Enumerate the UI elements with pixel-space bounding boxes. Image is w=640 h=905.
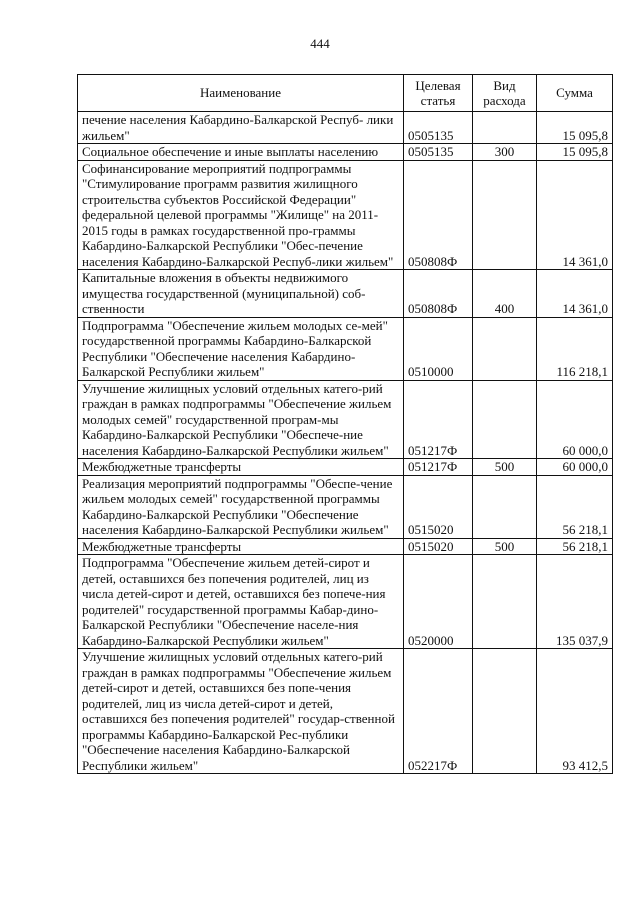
table-row: [78, 380, 613, 459]
row-amount: 15 095,8: [537, 112, 613, 144]
row-article: 052217Ф: [404, 649, 473, 774]
row-type: [473, 475, 537, 538]
row-name: Улучшение жилищных условий отдельных катего-рий граждан в рамках подпрограммы "Обеспечение жильем молодых семей" государственной програм-мы Кабардино-Балкарской Республики "Обеспече-ние населения Кабардино-Балкарской Республики жильем": [78, 380, 404, 459]
page-number: 444: [310, 36, 330, 51]
column-header-type: Вид расхода: [473, 75, 537, 112]
table-row: [78, 538, 613, 555]
header-row: [78, 75, 613, 112]
row-amount: 93 412,5: [537, 649, 613, 774]
budget-table: [77, 74, 613, 774]
row-article: 0515020: [404, 475, 473, 538]
table-row: [78, 112, 613, 144]
row-name: печение населения Кабардино-Балкарской Респуб- лики жильем": [78, 112, 404, 144]
row-type: [473, 380, 537, 459]
row-name: Подпрограмма "Обеспечение жильем детей-сирот и детей, оставшихся без попечения родителей, лиц из числа детей-сирот и детей, оставшихся без попече-ния родителей" государственной программы Кабар-дино-Балкарской Республики "Обеспечение населе-ния Кабардино-Балкарской Республики жильем": [78, 555, 404, 649]
column-header-amount: Сумма: [537, 75, 613, 112]
row-amount: 14 361,0: [537, 160, 613, 270]
column-header-name: Наименование: [78, 75, 404, 112]
row-name: Софинансирование мероприятий подпрограммы "Стимулирование программ развития жилищного строительства субъектов Российской Федерации" федеральной целевой программы "Жилище" на 2011-2015 годы в рамках государственной про-граммы Кабардино-Балкарской Республики "Обес-печение населения Кабардино-Балкарской Респуб-лики жильем": [78, 160, 404, 270]
table-row: [78, 459, 613, 476]
row-type: [473, 160, 537, 270]
row-type: [473, 649, 537, 774]
table-row: [78, 270, 613, 318]
row-type: 300: [473, 144, 537, 161]
row-article: 0515020: [404, 538, 473, 555]
row-article: 050808Ф: [404, 270, 473, 318]
row-article: 0505135: [404, 112, 473, 144]
row-amount: 14 361,0: [537, 270, 613, 318]
row-type: [473, 555, 537, 649]
table-row: [78, 144, 613, 161]
table-row: [78, 649, 613, 774]
row-name: Капитальные вложения в объекты недвижимого имущества государственной (муниципальной) соб-ственности: [78, 270, 404, 318]
row-type: 500: [473, 538, 537, 555]
row-article: 051217Ф: [404, 380, 473, 459]
row-name: Реализация мероприятий подпрограммы "Обеспе-чение жильем молодых семей" государственной программы Кабардино-Балкарской Республики "Обеспечение населения Кабардино-Балкарской Республики жильем": [78, 475, 404, 538]
row-type: [473, 112, 537, 144]
column-header-article: Целевая статья: [404, 75, 473, 112]
row-name: Улучшение жилищных условий отдельных катего-рий граждан в рамках подпрограммы "Обеспечение жильем детей-сирот и детей, оставшихся без попе-чения родителей, лиц из числа детей-сирот и детей, оставшихся без попечения родителей" государ-ственной программы Кабардино-Балкарской Рес-публики "Обеспечение населения Кабардино-Балкарской Республики жильем": [78, 649, 404, 774]
row-article: 0520000: [404, 555, 473, 649]
table-row: [78, 317, 613, 380]
row-type: 500: [473, 459, 537, 476]
table-body: [78, 112, 613, 774]
table-row: [78, 555, 613, 649]
row-amount: 135 037,9: [537, 555, 613, 649]
row-amount: 56 218,1: [537, 475, 613, 538]
row-type: [473, 317, 537, 380]
row-article: 050808Ф: [404, 160, 473, 270]
row-amount: 60 000,0: [537, 459, 613, 476]
table-row: [78, 475, 613, 538]
row-type: 400: [473, 270, 537, 318]
row-article: 051217Ф: [404, 459, 473, 476]
row-article: 0505135: [404, 144, 473, 161]
row-amount: 56 218,1: [537, 538, 613, 555]
row-name: Социальное обеспечение и иные выплаты населению: [78, 144, 404, 161]
row-name: Межбюджетные трансферты: [78, 459, 404, 476]
table-header: [78, 75, 613, 112]
row-amount: 116 218,1: [537, 317, 613, 380]
row-article: 0510000: [404, 317, 473, 380]
row-name: Подпрограмма "Обеспечение жильем молодых се-мей" государственной программы Кабардино-Балкарской Республики "Обеспечение населения Кабардино-Балкарской Республики жильем": [78, 317, 404, 380]
row-amount: 15 095,8: [537, 144, 613, 161]
table-row: [78, 160, 613, 270]
row-name: Межбюджетные трансферты: [78, 538, 404, 555]
row-amount: 60 000,0: [537, 380, 613, 459]
